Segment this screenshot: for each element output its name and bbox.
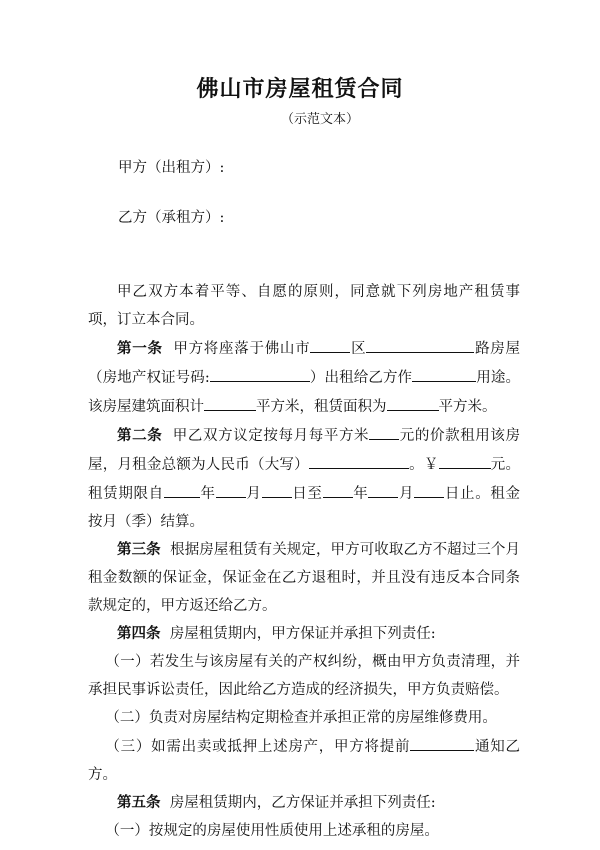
preamble-paragraph — [88, 278, 520, 334]
contract-body — [88, 278, 520, 845]
article-4-item-3-text: （三）如需出卖或抵押上述房产，甲方将提前 — [105, 739, 411, 755]
road-blank[interactable] — [366, 334, 474, 353]
article-2-text: 年 — [352, 486, 369, 502]
document-title: 佛山市房屋租赁合同 — [196, 76, 404, 102]
notice-period-blank[interactable] — [410, 732, 474, 751]
article-3-paragraph — [88, 536, 520, 620]
article-4-paragraph — [88, 620, 520, 648]
article-2-text: 月 — [245, 486, 262, 502]
article-4-text: 房屋租赁期内，甲方保证并承担下列责任: — [169, 626, 436, 642]
building-area-blank[interactable] — [204, 392, 256, 411]
rental-area-blank[interactable] — [387, 392, 439, 411]
article-2-text: 元的价款租用该房屋，月租金总额为人民币（大写） — [88, 428, 521, 473]
end-day-blank[interactable] — [414, 479, 444, 498]
article-1-text: 区 — [350, 341, 367, 357]
article-4-item-3 — [88, 732, 520, 789]
article-1-label: 第一条 — [117, 340, 163, 357]
article-5-paragraph — [88, 789, 520, 817]
preamble-text: 甲乙双方本着平等、自愿的原则，同意就下列房地产租赁事项，订立本合同。 — [88, 284, 520, 328]
article-4-item-3-text: 通知乙方。 — [88, 739, 521, 783]
start-day-blank[interactable] — [262, 479, 292, 498]
article-4-label: 第四条 — [117, 625, 161, 642]
price-per-sqm-blank[interactable] — [369, 421, 399, 440]
article-5-text: 房屋租赁期内，乙方保证并承担下列责任: — [169, 795, 436, 811]
end-year-blank[interactable] — [323, 479, 353, 498]
article-3-label: 第三条 — [117, 541, 161, 558]
article-5-item-1 — [88, 817, 520, 845]
article-2-text: 年 — [199, 486, 216, 502]
start-month-blank[interactable] — [216, 479, 246, 498]
district-blank[interactable] — [310, 334, 350, 353]
usage-blank[interactable] — [412, 363, 476, 382]
article-2-text: 元。租赁期限自 — [88, 457, 521, 502]
property-cert-blank[interactable] — [210, 363, 310, 382]
article-1-text: ）出租给乙方作 — [309, 370, 413, 386]
article-1-text: 路房屋（房地产权证号码: — [88, 341, 521, 386]
end-month-blank[interactable] — [368, 479, 398, 498]
article-5-label: 第五条 — [117, 794, 161, 811]
article-2-text: 日止。租金按月（季）结算。 — [88, 486, 521, 530]
article-4-item-1-text: （一）若发生与该房屋有关的产权纠纷，概由甲方负责清理，并承担民事诉讼责任，因此给乙方造成的经济损失，甲方负责赔偿。 — [88, 654, 520, 698]
article-4-item-1 — [88, 648, 520, 704]
article-2-text: 。￥ — [408, 457, 439, 473]
article-1-paragraph — [88, 334, 520, 421]
article-1-text: 平方米，租赁面积为 — [256, 399, 387, 415]
article-2-label: 第二条 — [117, 427, 163, 444]
rent-uppercase-blank[interactable] — [309, 450, 409, 469]
article-4-item-2-text: （二）负责对房屋结构定期检查并承担正常的房屋维修费用。 — [105, 710, 497, 726]
party-a-label: 甲方（出租方）: — [118, 160, 225, 176]
article-5-item-1-text: （一）按规定的房屋使用性质使用上述承租的房屋。 — [105, 823, 439, 839]
document-subtitle: （示范文本） — [280, 112, 359, 127]
article-1-text: 甲方将座落于佛山市 — [173, 341, 311, 357]
article-1-text: 平方米。 — [438, 399, 497, 415]
article-1-text: 用途。该房屋建筑面积计 — [88, 370, 521, 415]
article-2-text: 月 — [398, 486, 415, 502]
article-2-text: 甲乙双方议定按每月每平方米 — [172, 428, 370, 444]
start-year-blank[interactable] — [164, 479, 200, 498]
party-b-label: 乙方（承租方）: — [118, 210, 225, 226]
article-2-paragraph — [88, 421, 520, 536]
article-2-text: 日至 — [291, 486, 323, 502]
article-4-item-2 — [88, 704, 520, 732]
article-3-text: 根据房屋租赁有关规定，甲方可收取乙方不超过三个月租金数额的保证金，保证金在乙方退租时，并且没有违反本合同条款规定的，甲方返还给乙方。 — [88, 542, 521, 614]
rent-amount-blank[interactable] — [439, 450, 491, 469]
